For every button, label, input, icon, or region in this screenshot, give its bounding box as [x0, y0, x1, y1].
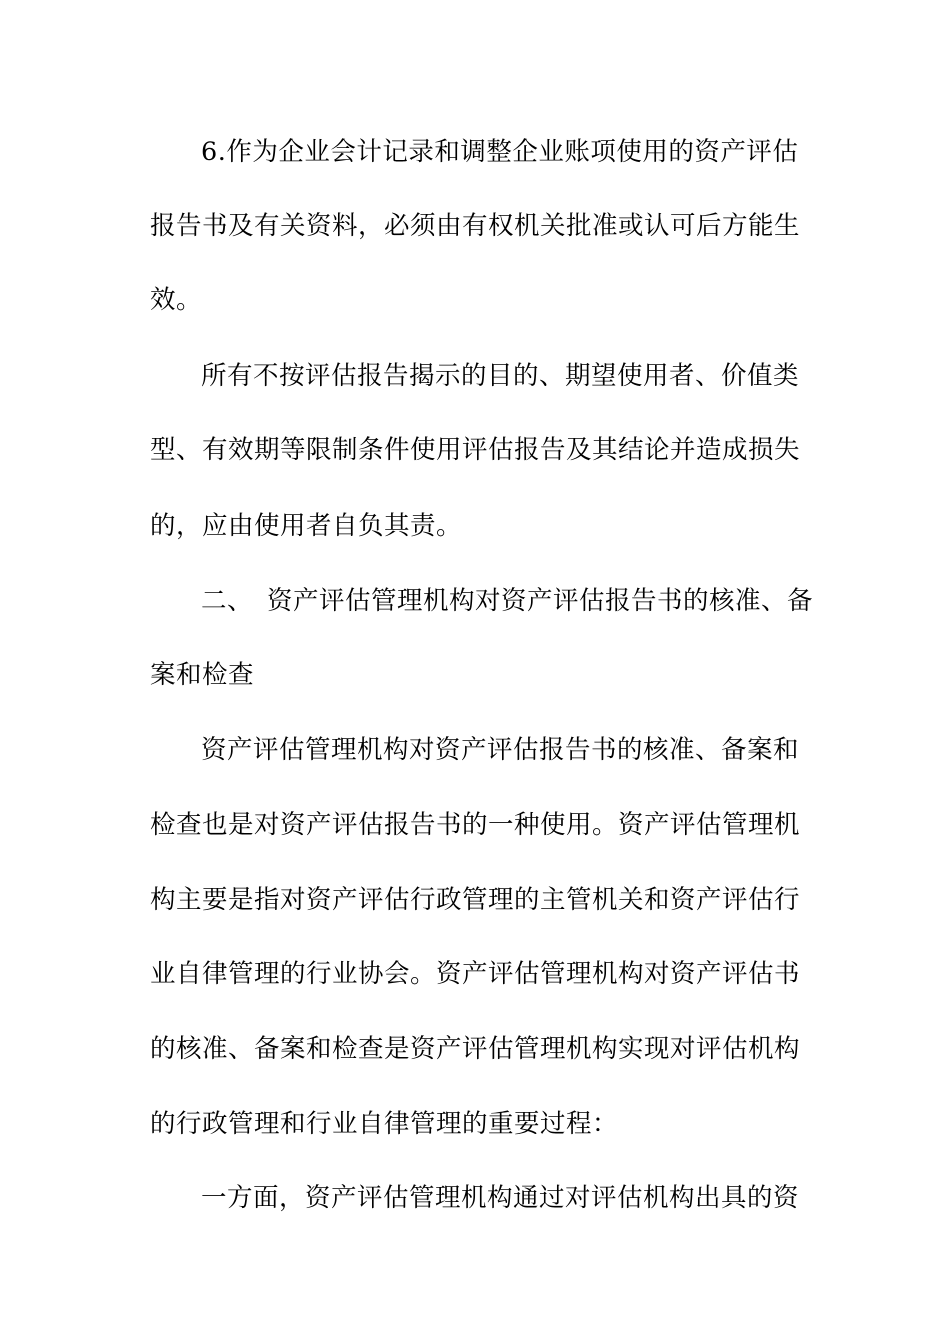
paragraph-line: 的，应由使用者自负其责。 [150, 511, 463, 541]
paragraph-line: 资产评估管理机构对资产评估报告书的核准、备案和 [201, 735, 800, 765]
paragraph-line: 所有不按评估报告揭示的目的、期望使用者、价值类 [201, 361, 800, 391]
paragraph-line: 的核准、备案和检查是资产评估管理机构实现对评估机构 [150, 1034, 801, 1064]
paragraph-line: 效。 [150, 285, 203, 315]
section-heading [201, 581, 861, 621]
section-title: 资产评估管理机构对资产评估报告书的核准、备 [267, 586, 814, 616]
section-number: 二、 [201, 586, 254, 616]
paragraph-line: 业自律管理的行业协会。资产评估管理机构对资产评估书 [150, 959, 801, 989]
paragraph-line: 检查也是对资产评估报告书的一种使用。资产评估管理机 [150, 810, 801, 840]
paragraph-line: 型、有效期等限制条件使用评估报告及其结论并造成损失 [150, 435, 801, 465]
paragraph-line: 构主要是指对资产评估行政管理的主管机关和资产评估行 [150, 885, 801, 915]
paragraph-line: 一方面，资产评估管理机构通过对评估机构出具的资 [201, 1183, 800, 1213]
section-heading-continuation: 案和检查 [150, 660, 255, 690]
paragraph-line: 6.作为企业会计记录和调整企业账项使用的资产评估 [201, 137, 799, 167]
paragraph-line: 报告书及有关资料，必须由有权机关批准或认可后方能生 [150, 211, 801, 241]
paragraph-line: 的行政管理和行业自律管理的重要过程： [150, 1109, 619, 1139]
